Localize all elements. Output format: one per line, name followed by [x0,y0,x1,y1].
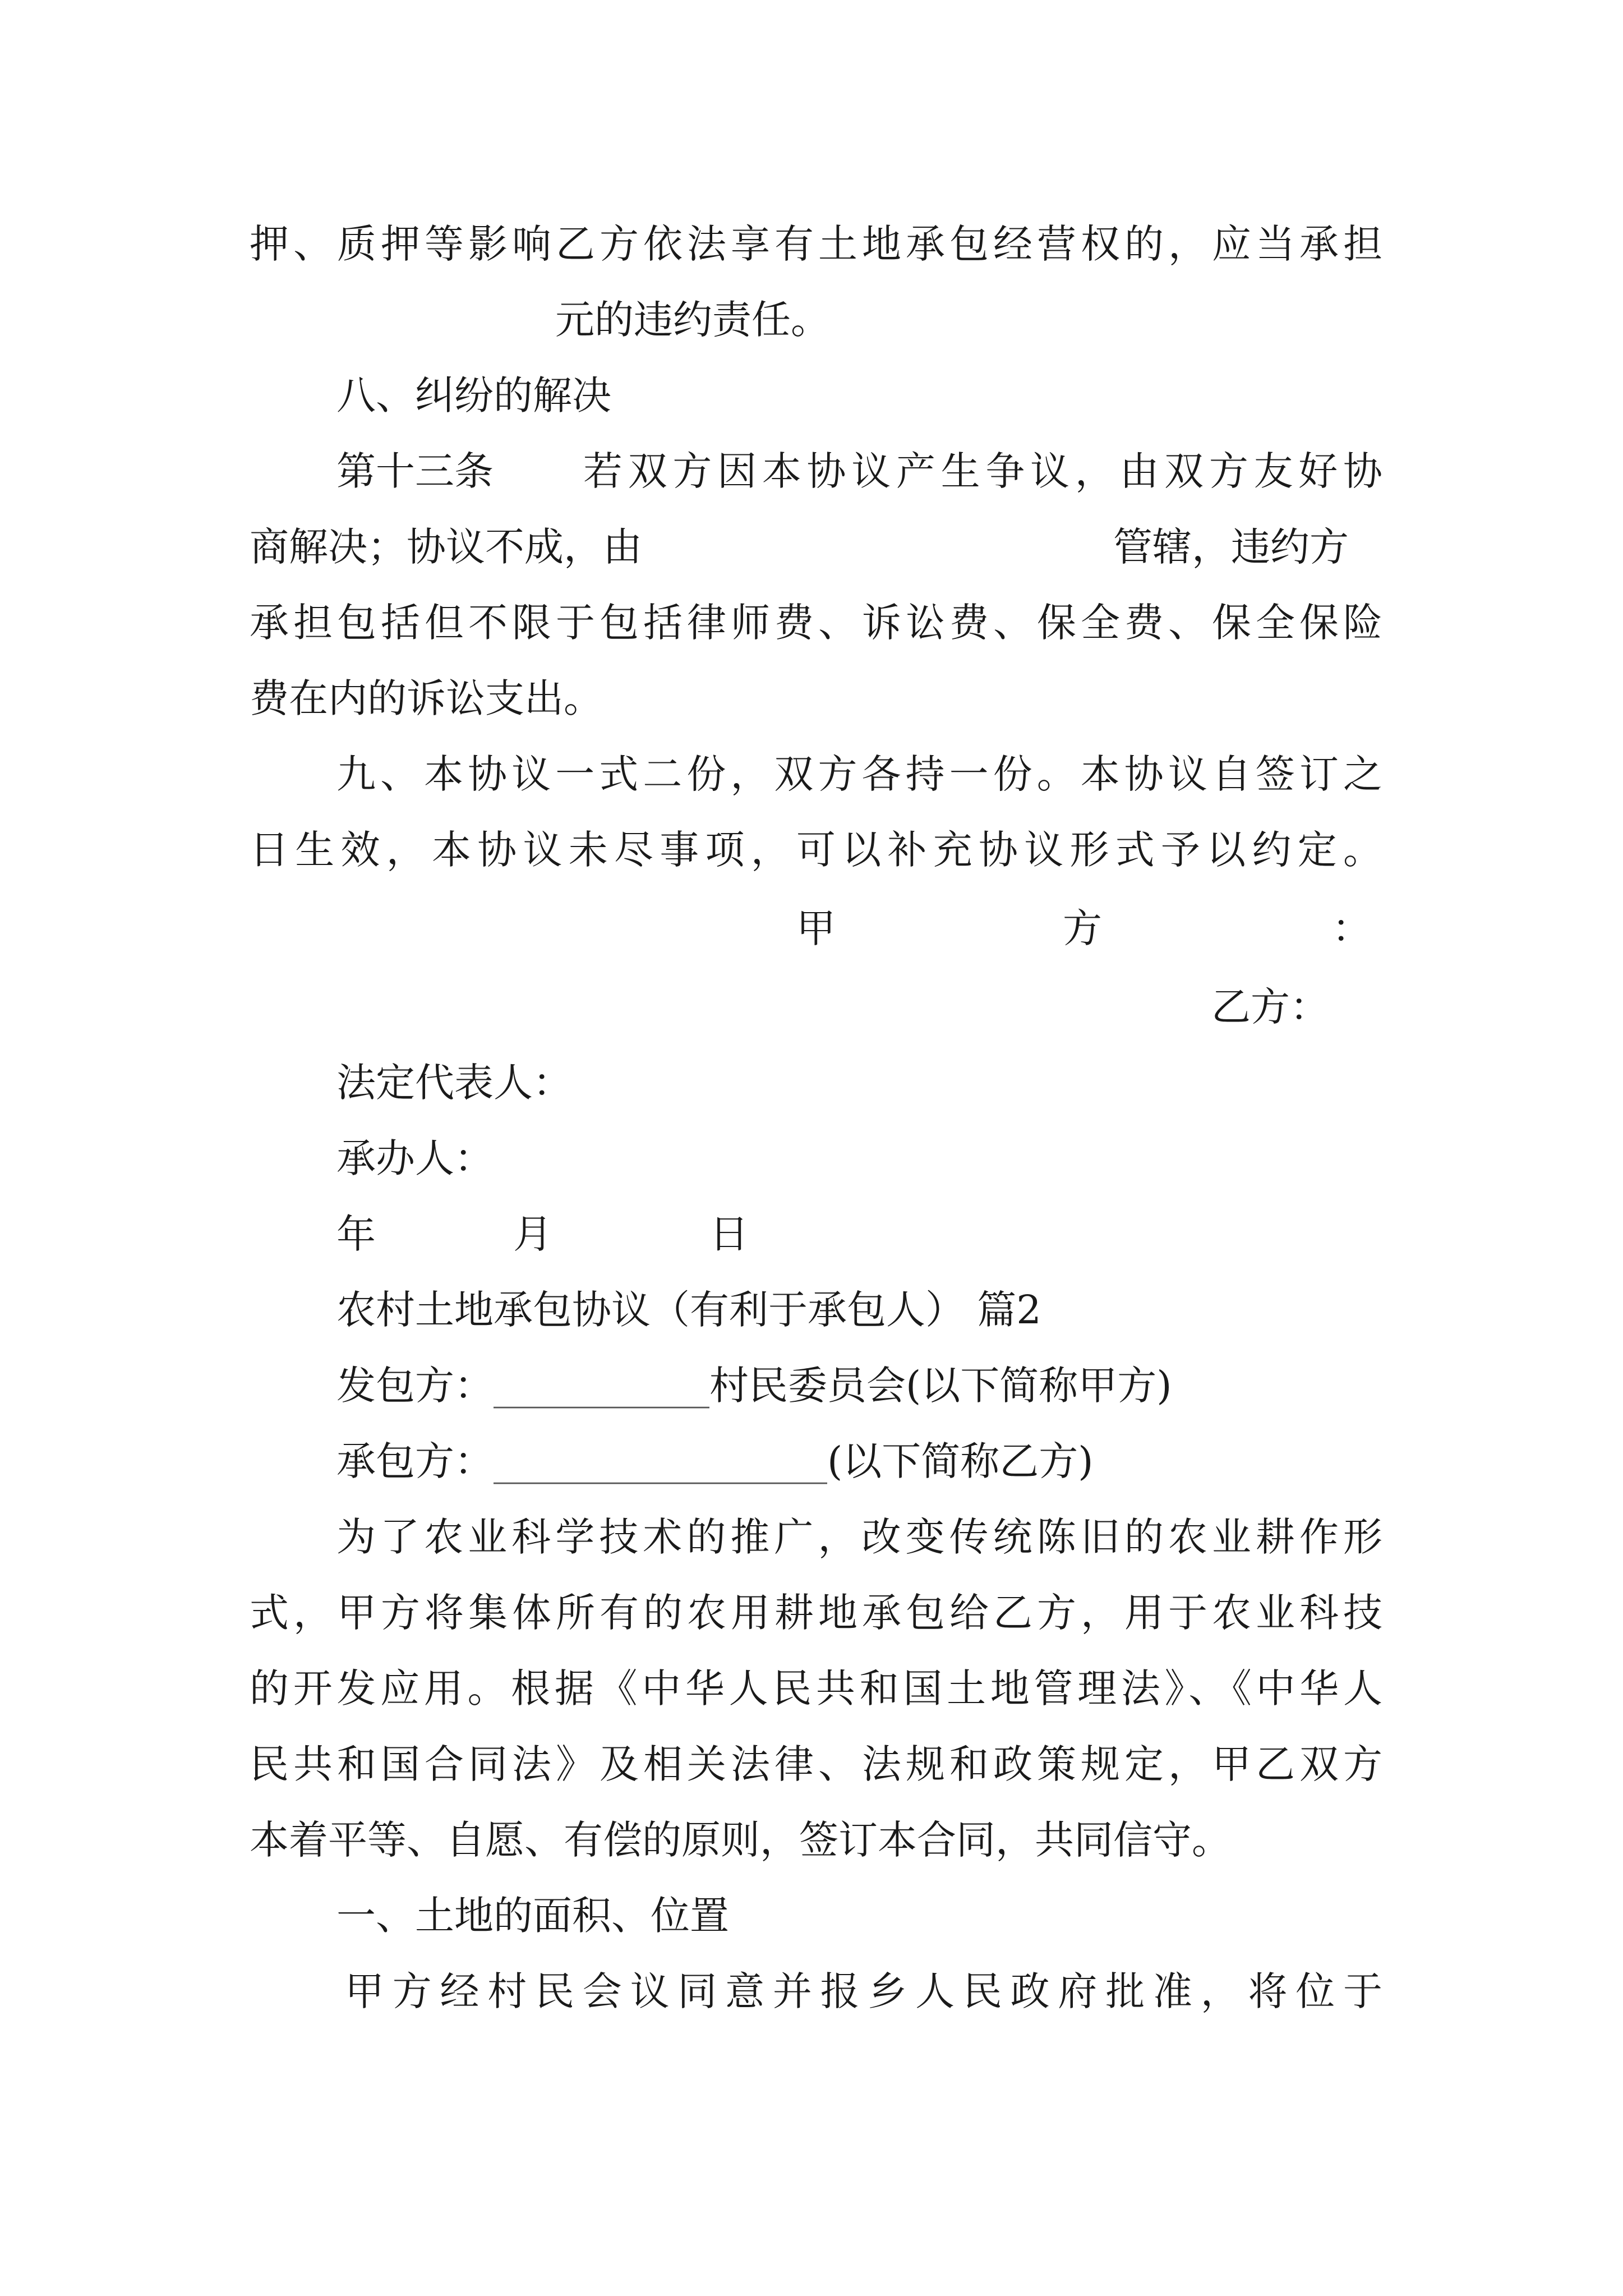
contractor-line [336,1430,1094,1492]
text-line: 费在内的诉讼支出。 [250,675,603,721]
text-line: 元的违约责任。 [555,297,830,343]
issuer-line [336,1355,1172,1416]
text-line: 日生效，本协议未尽事项，可以补充协议形式予以约定。 [250,827,1382,873]
section-heading: 八、纠纷的解决 [336,372,611,418]
part2-title: 农村土地承包协议（有利于承包人） 篇2 [336,1287,1041,1333]
article-number: 第十三条 [336,448,494,494]
text-line: 的开发应用。根据《中华人民共和国土地管理法》、《中华人 [250,1665,1382,1711]
signature-party-a-colon: ： [1332,905,1371,951]
contractor-label: 承包方： [336,1438,494,1484]
text-line: 九、本协议一式二份，双方各持一份。本协议自签订之 [336,751,1382,797]
text-line: 甲方经村民会议同意并报乡人民政府批准，将位于 [345,1968,1382,2014]
handler-label: 承办人： [336,1135,494,1181]
text-line: 民共和国合同法》及相关法律、法规和政策规定，甲乙双方 [250,1741,1382,1787]
section-heading: 一、土地的面积、位置 [336,1893,729,1939]
text-line: 若双方因本协议产生争议，由双方友好协 [583,448,1382,494]
text-line: 管辖，违约方 [1113,524,1349,570]
signature-party-a-char1: 甲 [796,905,836,951]
text-line: 承担包括但不限于包括律师费、诉讼费、保全费、保全保险 [250,600,1382,646]
issuer-label: 发包方： [336,1363,494,1409]
signature-party-b: 乙方： [1211,984,1329,1030]
issuer-suffix: 村民委员会(以下简称甲方) [709,1363,1172,1409]
issuer-blank: ___________ [494,1363,709,1409]
date-year-label: 年 [336,1211,376,1257]
legal-representative-label: 法定代表人： [336,1060,572,1106]
contractor-suffix: (以下简称乙方) [827,1438,1094,1484]
signature-party-a-char2: 方 [1063,905,1102,951]
text-line: 商解决；协议不成，由 [250,524,642,570]
text-line: 本着平等、自愿、有偿的原则，签订本合同，共同信守。 [250,1817,1231,1863]
text-line: 式，甲方将集体所有的农用耕地承包给乙方，用于农业科技 [250,1590,1382,1636]
date-month-label: 月 [513,1211,552,1257]
text-line: 押、质押等影响乙方依法享有土地承包经营权的，应当承担 [250,221,1382,267]
date-day-label: 日 [709,1211,749,1257]
text-line: 为了农业科学技术的推广，改变传统陈旧的农业耕作形 [336,1514,1382,1560]
contractor-blank: _________________ [494,1438,827,1484]
